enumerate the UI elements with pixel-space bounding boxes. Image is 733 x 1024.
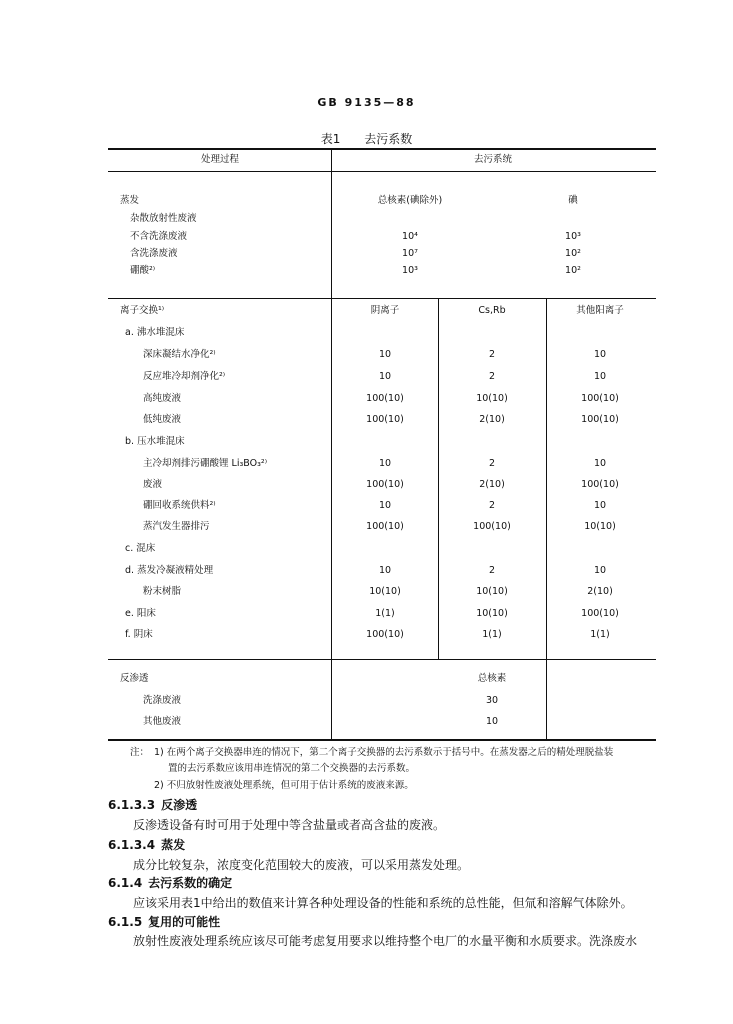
ion-header-anion: 阴离子	[370, 305, 400, 316]
table-row-label: 反应堆冷却剂净化²⁾	[143, 371, 226, 382]
table-cell-value: 100(10)	[366, 629, 404, 640]
table-cell-value: 10	[593, 349, 607, 360]
section-heading	[108, 837, 191, 853]
section-title: 反渗透	[161, 798, 198, 812]
evap-title: 蒸发	[120, 195, 140, 206]
table-row-label: 洗涤废液	[143, 695, 182, 706]
table-cell-value: 30	[485, 695, 499, 706]
table-cell-value: 10⁷	[402, 248, 418, 259]
ion-header-cs-rb: Cs,Rb	[478, 305, 506, 316]
section-paragraph: 应该采用表1中给出的数值来计算各种处理设备的性能和系统的总性能，但氚和溶解气体除外。	[133, 896, 633, 910]
table-cell-value: 10	[593, 371, 607, 382]
table-row-label: 其他废液	[143, 716, 182, 727]
section-paragraph: 成分比较复杂，浓度变化范围较大的废液，可以采用蒸发处理。	[133, 858, 470, 872]
table-cell-value: 100(10)	[473, 521, 511, 532]
section-title: 蒸发	[161, 838, 186, 852]
table-cell-value: 10²	[565, 248, 581, 259]
table-cell-value: 1(1)	[590, 629, 610, 640]
table-column-rule	[546, 298, 547, 739]
table-cell-value: 2(10)	[587, 586, 613, 597]
table-cell-value: 10(10)	[476, 608, 508, 619]
column-header-process: 处理过程	[200, 154, 240, 165]
section-number: 6.1.3.3	[108, 798, 156, 812]
table-cell-value: 2	[488, 565, 496, 576]
table-cell-value: 100(10)	[581, 608, 619, 619]
note-label: 注：	[130, 747, 150, 758]
table-cell-value: 10	[485, 716, 499, 727]
note-2: 2) 不归放射性废液处理系统，但可用于估计系统的废液来源。	[154, 780, 414, 791]
table-row-label: c. 混床	[125, 543, 156, 554]
table-cell-value: 1(1)	[375, 608, 395, 619]
ro-title: 反渗透	[120, 673, 149, 684]
table-row-label: 含洗涤废液	[130, 248, 178, 259]
section-heading	[108, 914, 226, 930]
table-row-label: 硼酸²⁾	[130, 265, 156, 276]
ion-title: 离子交换¹⁾	[120, 305, 165, 316]
table-cell-value: 2	[488, 500, 496, 511]
section-number: 6.1.5	[108, 915, 143, 929]
table-cell-value: 100(10)	[366, 393, 404, 404]
table-cell-value: 2	[488, 349, 496, 360]
table-cell-value: 10	[378, 349, 392, 360]
table-cell-value: 10(10)	[476, 393, 508, 404]
table-cell-value: 10	[378, 371, 392, 382]
table-cell-value: 2(10)	[479, 479, 505, 490]
note-1-line-2: 置的去污系数应该用串连情况的第二个交换器的去污系数。	[168, 763, 416, 774]
table-bottom-rule	[108, 739, 656, 741]
table-row-label: 低纯废液	[143, 414, 182, 425]
table-cell-value: 10³	[565, 231, 581, 242]
evap-header-iodine: 碘	[568, 195, 578, 206]
table-cell-value: 100(10)	[581, 414, 619, 425]
table-row-label: 硼回收系统供料²⁾	[143, 500, 216, 511]
table-cell-value: 100(10)	[581, 393, 619, 404]
table-row-label: 废液	[143, 479, 163, 490]
table-cell-value: 2	[488, 371, 496, 382]
table-cell-value: 10	[593, 500, 607, 511]
standard-code: GB 9135—88	[317, 96, 416, 109]
table-cell-value: 100(10)	[366, 479, 404, 490]
table-row-label: b. 压水堆混床	[125, 436, 185, 447]
table-row-label: 深床凝结水净化²⁾	[143, 349, 216, 360]
table-cell-value: 10³	[402, 265, 418, 276]
table-row-label: 粉末树脂	[143, 586, 182, 597]
section-paragraph: 反渗透设备有时可用于处理中等含盐量或者高含盐的废液。	[133, 818, 446, 832]
section-number: 6.1.4	[108, 876, 143, 890]
section-heading	[108, 797, 203, 813]
ro-header-total: 总核素	[477, 673, 507, 684]
column-header-df: 去污系统	[473, 154, 513, 165]
table-cell-value: 100(10)	[581, 479, 619, 490]
section-paragraph: 放射性废液处理系统应该尽可能考虑复用要求以维持整个电厂的水量平衡和水质要求。洗涤废水	[133, 934, 638, 948]
table-column-rule	[438, 298, 439, 659]
table-row-label: 杂散放射性废液	[130, 213, 197, 224]
table-cell-value: 1(1)	[482, 629, 502, 640]
table-row-label: a. 沸水堆混床	[125, 327, 185, 338]
table-column-rule	[331, 148, 332, 739]
table-row-label: 不含洗涤废液	[130, 231, 188, 242]
table-header-rule	[108, 171, 656, 172]
table-cell-value: 10⁴	[402, 231, 418, 242]
table-row-label: 蒸汽发生器排污	[143, 521, 210, 532]
table-cell-value: 100(10)	[366, 414, 404, 425]
table-row-label: 高纯废液	[143, 393, 182, 404]
table-cell-value: 2	[488, 458, 496, 469]
table-cell-value: 10²	[565, 265, 581, 276]
table-row-label: 主冷却剂排污硼酸锂 Li₃BO₃²⁾	[143, 458, 268, 469]
table-cell-value: 10	[378, 500, 392, 511]
table-caption	[0, 130, 733, 147]
table-cell-value: 10(10)	[584, 521, 616, 532]
table-cell-value: 10	[593, 458, 607, 469]
table-number: 表1	[320, 132, 341, 146]
table-top-rule	[108, 148, 656, 150]
ion-header-other-cations: 其他阳离子	[576, 305, 624, 316]
table-cell-value: 10	[378, 565, 392, 576]
section-title: 复用的可能性	[148, 915, 221, 929]
table-row-label: f. 阴床	[125, 629, 153, 640]
table-cell-value: 2(10)	[479, 414, 505, 425]
table-row-label: d. 蒸发冷凝液精处理	[125, 565, 214, 576]
table-row-label: e. 阳床	[125, 608, 156, 619]
table-cell-value: 10	[593, 565, 607, 576]
section-title: 去污系数的确定	[148, 876, 233, 890]
note-1-line-1: 1) 在两个离子交换器串连的情况下，第二个离子交换器的去污系数示于括号中。在蒸发器之后的精处理脱盐装	[154, 747, 614, 758]
table-title: 去污系数	[364, 132, 413, 146]
table-section-rule	[108, 659, 656, 660]
table-cell-value: 100(10)	[366, 521, 404, 532]
table-cell-value: 10	[378, 458, 392, 469]
section-number: 6.1.3.4	[108, 838, 156, 852]
table-cell-value: 10(10)	[369, 586, 401, 597]
evap-header-total: 总核素(碘除外)	[377, 195, 443, 206]
section-heading	[108, 875, 238, 891]
table-section-rule	[108, 298, 656, 299]
table-cell-value: 10(10)	[476, 586, 508, 597]
